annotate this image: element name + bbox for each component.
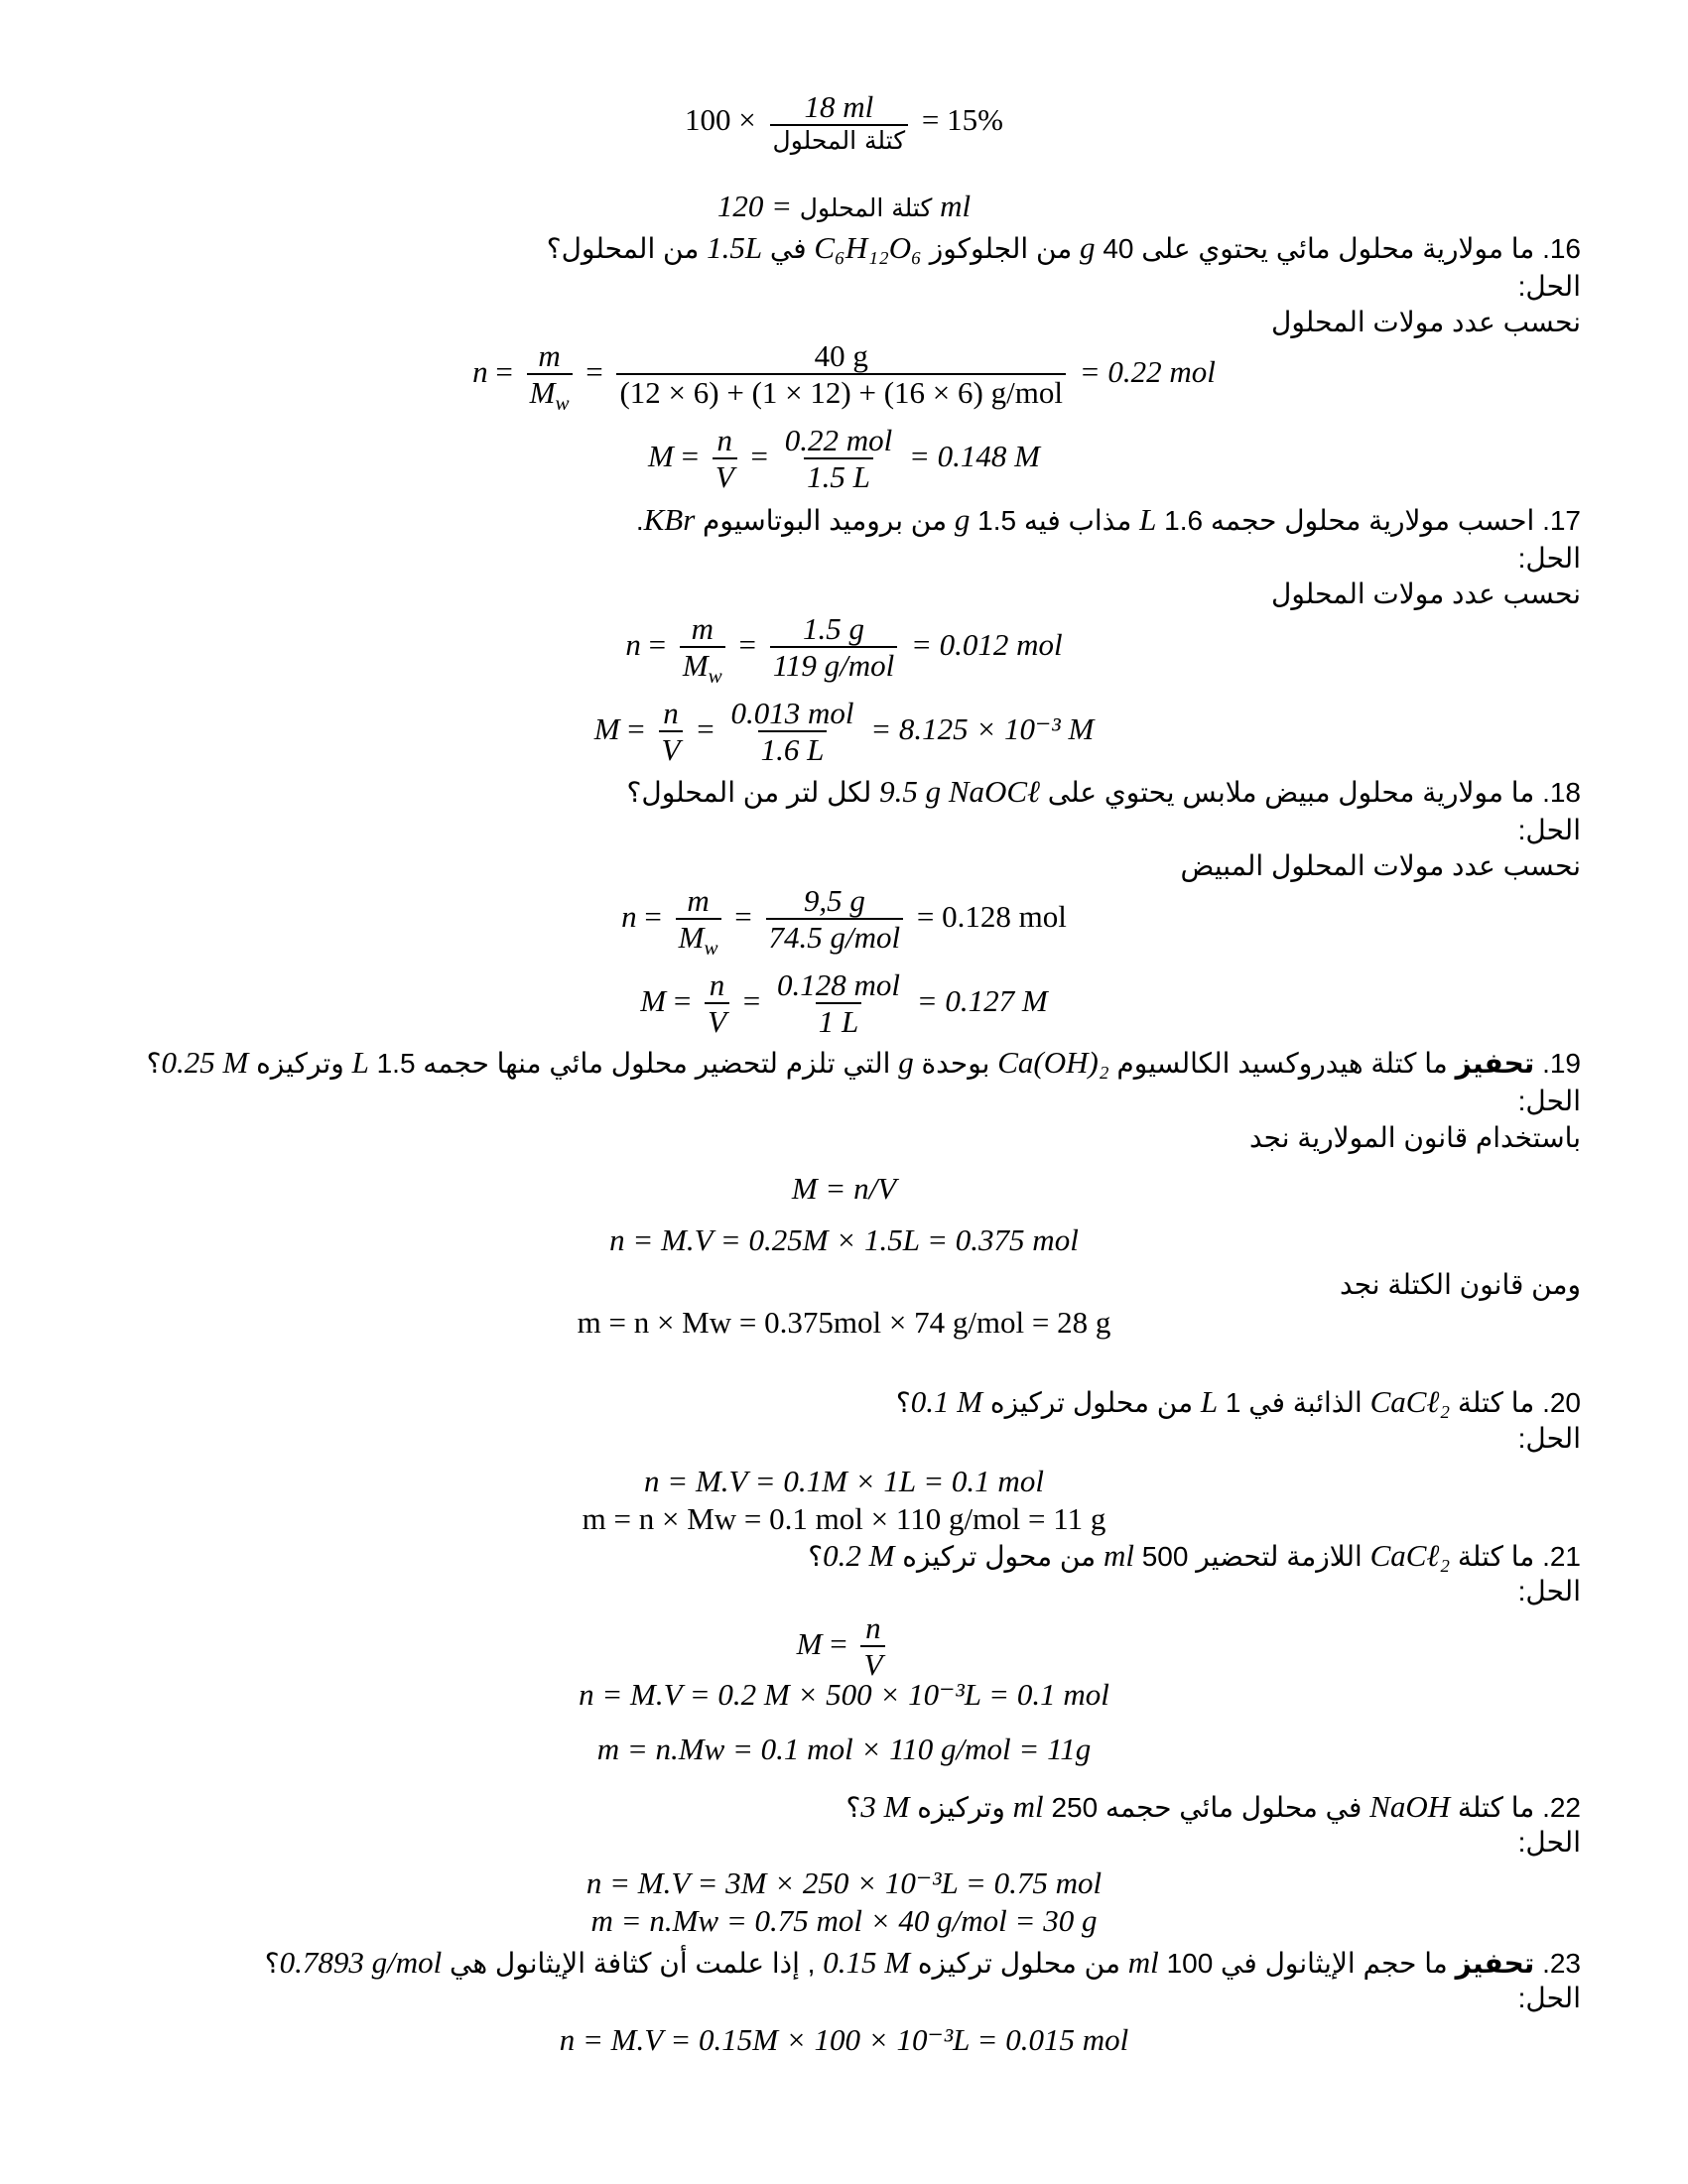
fraction <box>774 969 903 1038</box>
fraction-denominator: 119 g/mol <box>770 646 898 683</box>
question-text: من بروميد البوتاسيوم <box>695 505 955 536</box>
question-number: 19. <box>1542 1048 1581 1079</box>
question-18 <box>626 774 1581 810</box>
fraction-numerator: 18 ml <box>804 89 874 124</box>
question-text: ما كتلة <box>1450 1387 1535 1418</box>
unit: L <box>1139 502 1157 537</box>
fraction <box>766 885 904 954</box>
fraction <box>782 425 896 493</box>
solution-label: الحل: <box>1517 1983 1581 2013</box>
question-text: ؟ <box>845 1792 861 1823</box>
eq-result: = 120 ml <box>716 189 972 223</box>
quantity: 0.15 M <box>823 1945 911 1980</box>
question-text: في محلول مائي حجمه 250 <box>1043 1792 1370 1823</box>
step-label: نحسب عدد مولات المحلول <box>1271 307 1581 337</box>
fraction-denominator: كتلة المحلول <box>770 124 909 154</box>
eq-result: = 0.012 mol <box>911 626 1063 662</box>
unit: g <box>1080 230 1096 265</box>
question-text: التي تلزم لتحضير محلول مائي منها حجمه 1.5 <box>368 1048 899 1079</box>
fraction: $\frac{n}{V}$ <box>860 1612 885 1681</box>
question-text: لكل لتر من المحلول؟ <box>626 777 880 808</box>
question-number: 20. <box>1542 1387 1581 1418</box>
fraction: $\frac{m}{M_w}$ <box>527 340 573 409</box>
question-text: ؟ <box>808 1541 824 1572</box>
fraction: $\frac{n}{V}$ <box>713 425 737 493</box>
eq-mass: m = n × Mw = 0.375mol × 74 g/mol = 28 g <box>577 1305 1111 1340</box>
unit: L <box>351 1045 369 1080</box>
question-text: . <box>635 505 644 536</box>
question-number: 23. <box>1542 1948 1581 1979</box>
eq-molarity: M = $\frac{n}{V}$ = $\frac{\text{0.128 mol}}{1 L}$ = 0.127 M <box>640 967 1048 1039</box>
unit: g <box>898 1045 914 1080</box>
quantity: 3 M <box>860 1789 910 1824</box>
question-text: وتركيزه <box>909 1792 1013 1823</box>
eq-mass: m = n × Mw = 0.1 mol × 110 g/mol = 11 g <box>582 1501 1106 1536</box>
formula: CaCℓ₂ <box>1369 1538 1451 1573</box>
quantity: 1.5L <box>707 230 763 265</box>
formula: CaCℓ₂ <box>1369 1384 1451 1419</box>
solution-label: الحل: <box>1517 1576 1581 1606</box>
solution-label: الحل: <box>1517 1086 1581 1116</box>
quantity: 0.1 M <box>910 1384 983 1419</box>
eq-moles: n = M.V = 0.15M × 100 × 10⁻³L = 0.015 mol <box>559 2022 1129 2057</box>
question-text: وتركيزه <box>248 1048 352 1079</box>
question-text: الذائبة في 1 <box>1218 1387 1370 1418</box>
eq-molarity: M = $\frac{n}{V}$ = $\frac{\text{0.22 mol}}{1.5 L}$ = 0.148 M <box>648 423 1040 494</box>
question-19 <box>147 1045 1581 1081</box>
question-number: 17. <box>1542 505 1581 536</box>
formula: KBr <box>643 502 696 537</box>
term-solution-mass: كتلة المحلول <box>799 193 933 222</box>
fraction-numerator: 0.013 mol <box>730 696 854 730</box>
question-text: بوحدة <box>913 1048 998 1079</box>
eq-result: = 0.127 M <box>916 982 1048 1018</box>
eq-moles: n = M.V = 0.2 M × 500 × 10⁻³L = 0.1 mol <box>579 1677 1109 1712</box>
eq-coef: 100 × <box>685 101 756 137</box>
eq-moles: n = M.V = 3M × 250 × 10⁻³L = 0.75 mol <box>585 1865 1103 1900</box>
unit: ml <box>1103 1538 1134 1573</box>
fraction-denominator: 1.5 L <box>804 457 873 494</box>
challenge-tag: تحفيز <box>1455 1948 1535 1979</box>
quantity: 9.5 g NaOCℓ <box>879 774 1040 809</box>
question-number: 18. <box>1542 777 1581 808</box>
eq-result: = 8.125 × 10⁻³ M <box>870 710 1095 746</box>
solution-label: الحل: <box>1517 543 1581 574</box>
solution-label: الحل: <box>1517 815 1581 845</box>
fraction-numerator: 9,5 g <box>803 883 865 918</box>
question-17 <box>636 502 1581 538</box>
fraction-numerator: 40 g <box>814 338 868 373</box>
question-text: ما حجم الإيثانول في 100 <box>1158 1948 1456 1979</box>
question-text: ما مولارية محلول مبيض ملابس يحتوي على <box>1039 777 1535 808</box>
step-label: نحسب عدد مولات المحلول المبيض <box>1180 850 1581 881</box>
fraction <box>770 613 898 682</box>
fraction-denominator: (12 × 6) + (1 × 12) + (16 × 6) g/mol <box>616 373 1065 410</box>
eq-moles: n = $\frac{m}{M_w}$ = $\frac{1.5 g}{\text{119 g/mol}}$ = 0.012 mol <box>625 611 1063 688</box>
fraction: $\frac{n}{V}$ <box>705 969 729 1038</box>
eq-moles: n = $\frac{m}{M_w}$ = $\frac{9,5 g}{\text{74.5 g/mol}}$ = 0.128 mol <box>621 883 1067 960</box>
question-16 <box>547 230 1581 266</box>
fraction-denominator: 74.5 g/mol <box>766 918 904 955</box>
question-text: من محول تركيزه <box>894 1541 1104 1572</box>
question-text: ؟ <box>264 1948 280 1979</box>
fraction: $\frac{m}{M_w}$ <box>676 885 721 954</box>
question-text: من محلول تركيزه <box>910 1948 1128 1979</box>
formula: Ca(OH)₂ <box>997 1045 1109 1080</box>
question-21 <box>808 1538 1581 1574</box>
eq-molarity: M = $\frac{n}{V}$ = $\frac{\text{0.013 mol}}{1.6 L}$ = 8.125 × 10⁻³ M <box>593 696 1095 767</box>
eq-mass: m = n.Mw = 0.75 mol × 40 g/mol = 30 g <box>590 1903 1098 1938</box>
fraction <box>770 91 909 154</box>
fraction-denominator: 1 L <box>816 1002 862 1039</box>
unit: ml <box>1127 1945 1159 1980</box>
eq-moles: n = $\frac{m}{M_w}$ = $\frac{40 g}{\text{(12 × 6) + (1 × 12) + (16 × 6) g/mol}}$ = 0.22 mol <box>472 338 1216 415</box>
eq-result: = 15% <box>921 101 1003 137</box>
step-label: باستخدام قانون المولارية نجد <box>1248 1122 1581 1153</box>
question-text: في <box>762 233 815 264</box>
question-text: ما مولارية محلول مائي يحتوي على 40 <box>1095 233 1535 264</box>
question-text: اللازمة لتحضير 500 <box>1133 1541 1370 1572</box>
question-text: ؟ <box>895 1387 911 1418</box>
question-text: احسب مولارية محلول حجمه 1.6 <box>1156 505 1535 536</box>
quantity: 0.25 M <box>161 1045 249 1080</box>
quantity: 0.2 M <box>823 1538 895 1573</box>
question-text: ما كتلة هيدروكسيد الكالسيوم <box>1108 1048 1456 1079</box>
unit: g <box>954 502 971 537</box>
challenge-tag: تحفيز <box>1455 1048 1535 1079</box>
eq-result: = 0.148 M <box>908 438 1040 473</box>
question-23 <box>265 1945 1581 1981</box>
eq-result: = 0.22 mol <box>1079 353 1216 389</box>
fraction-numerator: 0.22 mol <box>784 423 893 457</box>
question-text: من محلول تركيزه <box>982 1387 1201 1418</box>
unit: ml <box>1012 1789 1044 1824</box>
formula: C₆H₁₂O₆ <box>814 230 922 265</box>
eq-result: = 0.128 mol <box>916 898 1067 934</box>
fraction-numerator: 1.5 g <box>802 611 864 646</box>
question-number: 16. <box>1542 233 1581 264</box>
question-text: ما كتلة <box>1450 1792 1535 1823</box>
question-number: 22. <box>1542 1792 1581 1823</box>
fraction <box>727 698 856 766</box>
formula: NaOH <box>1369 1789 1451 1824</box>
question-number: 21. <box>1542 1541 1581 1572</box>
solution-label: الحل: <box>1517 271 1581 302</box>
step-label: نحسب عدد مولات المحلول <box>1271 578 1581 609</box>
question-text: من المحلول؟ <box>546 233 708 264</box>
eq-molarity-formula: M = $\frac{n}{V}$ <box>0 1612 1688 1681</box>
fraction-denominator: 1.6 L <box>758 730 828 767</box>
question-text: من الجلوكوز <box>921 233 1081 264</box>
eq-mass: m = n.Mw = 0.1 mol × 110 g/mol = 11g <box>596 1732 1092 1766</box>
question-text: ؟ <box>146 1048 162 1079</box>
question-22 <box>845 1789 1581 1825</box>
fraction <box>616 340 1065 409</box>
eq-percent <box>0 91 1688 154</box>
eq-moles: n = M.V = 0.1M × 1L = 0.1 mol <box>644 1464 1044 1498</box>
eq-molarity-formula: M = n/V <box>791 1171 897 1206</box>
solution-label: الحل: <box>1517 1423 1581 1454</box>
question-text: , إذا علمت أن كثافة الإيثانول هي <box>442 1948 824 1979</box>
solution-label: الحل: <box>1517 1827 1581 1858</box>
eq-solution-mass <box>0 189 1688 224</box>
fraction-numerator: 0.128 mol <box>776 967 900 1002</box>
fraction: $\frac{m}{M_w}$ <box>680 613 725 682</box>
eq-moles: n = M.V = 0.25M × 1.5L = 0.375 mol <box>609 1222 1079 1257</box>
unit: L <box>1200 1384 1219 1419</box>
question-20 <box>896 1384 1581 1420</box>
step-label: ومن قانون الكتلة نجد <box>1340 1269 1581 1300</box>
fraction: $\frac{n}{V}$ <box>659 698 684 766</box>
quantity: 0.7893 g/mol <box>279 1945 443 1980</box>
question-text: مذاب فيه 1.5 <box>970 505 1140 536</box>
question-text: ما كتلة <box>1450 1541 1535 1572</box>
